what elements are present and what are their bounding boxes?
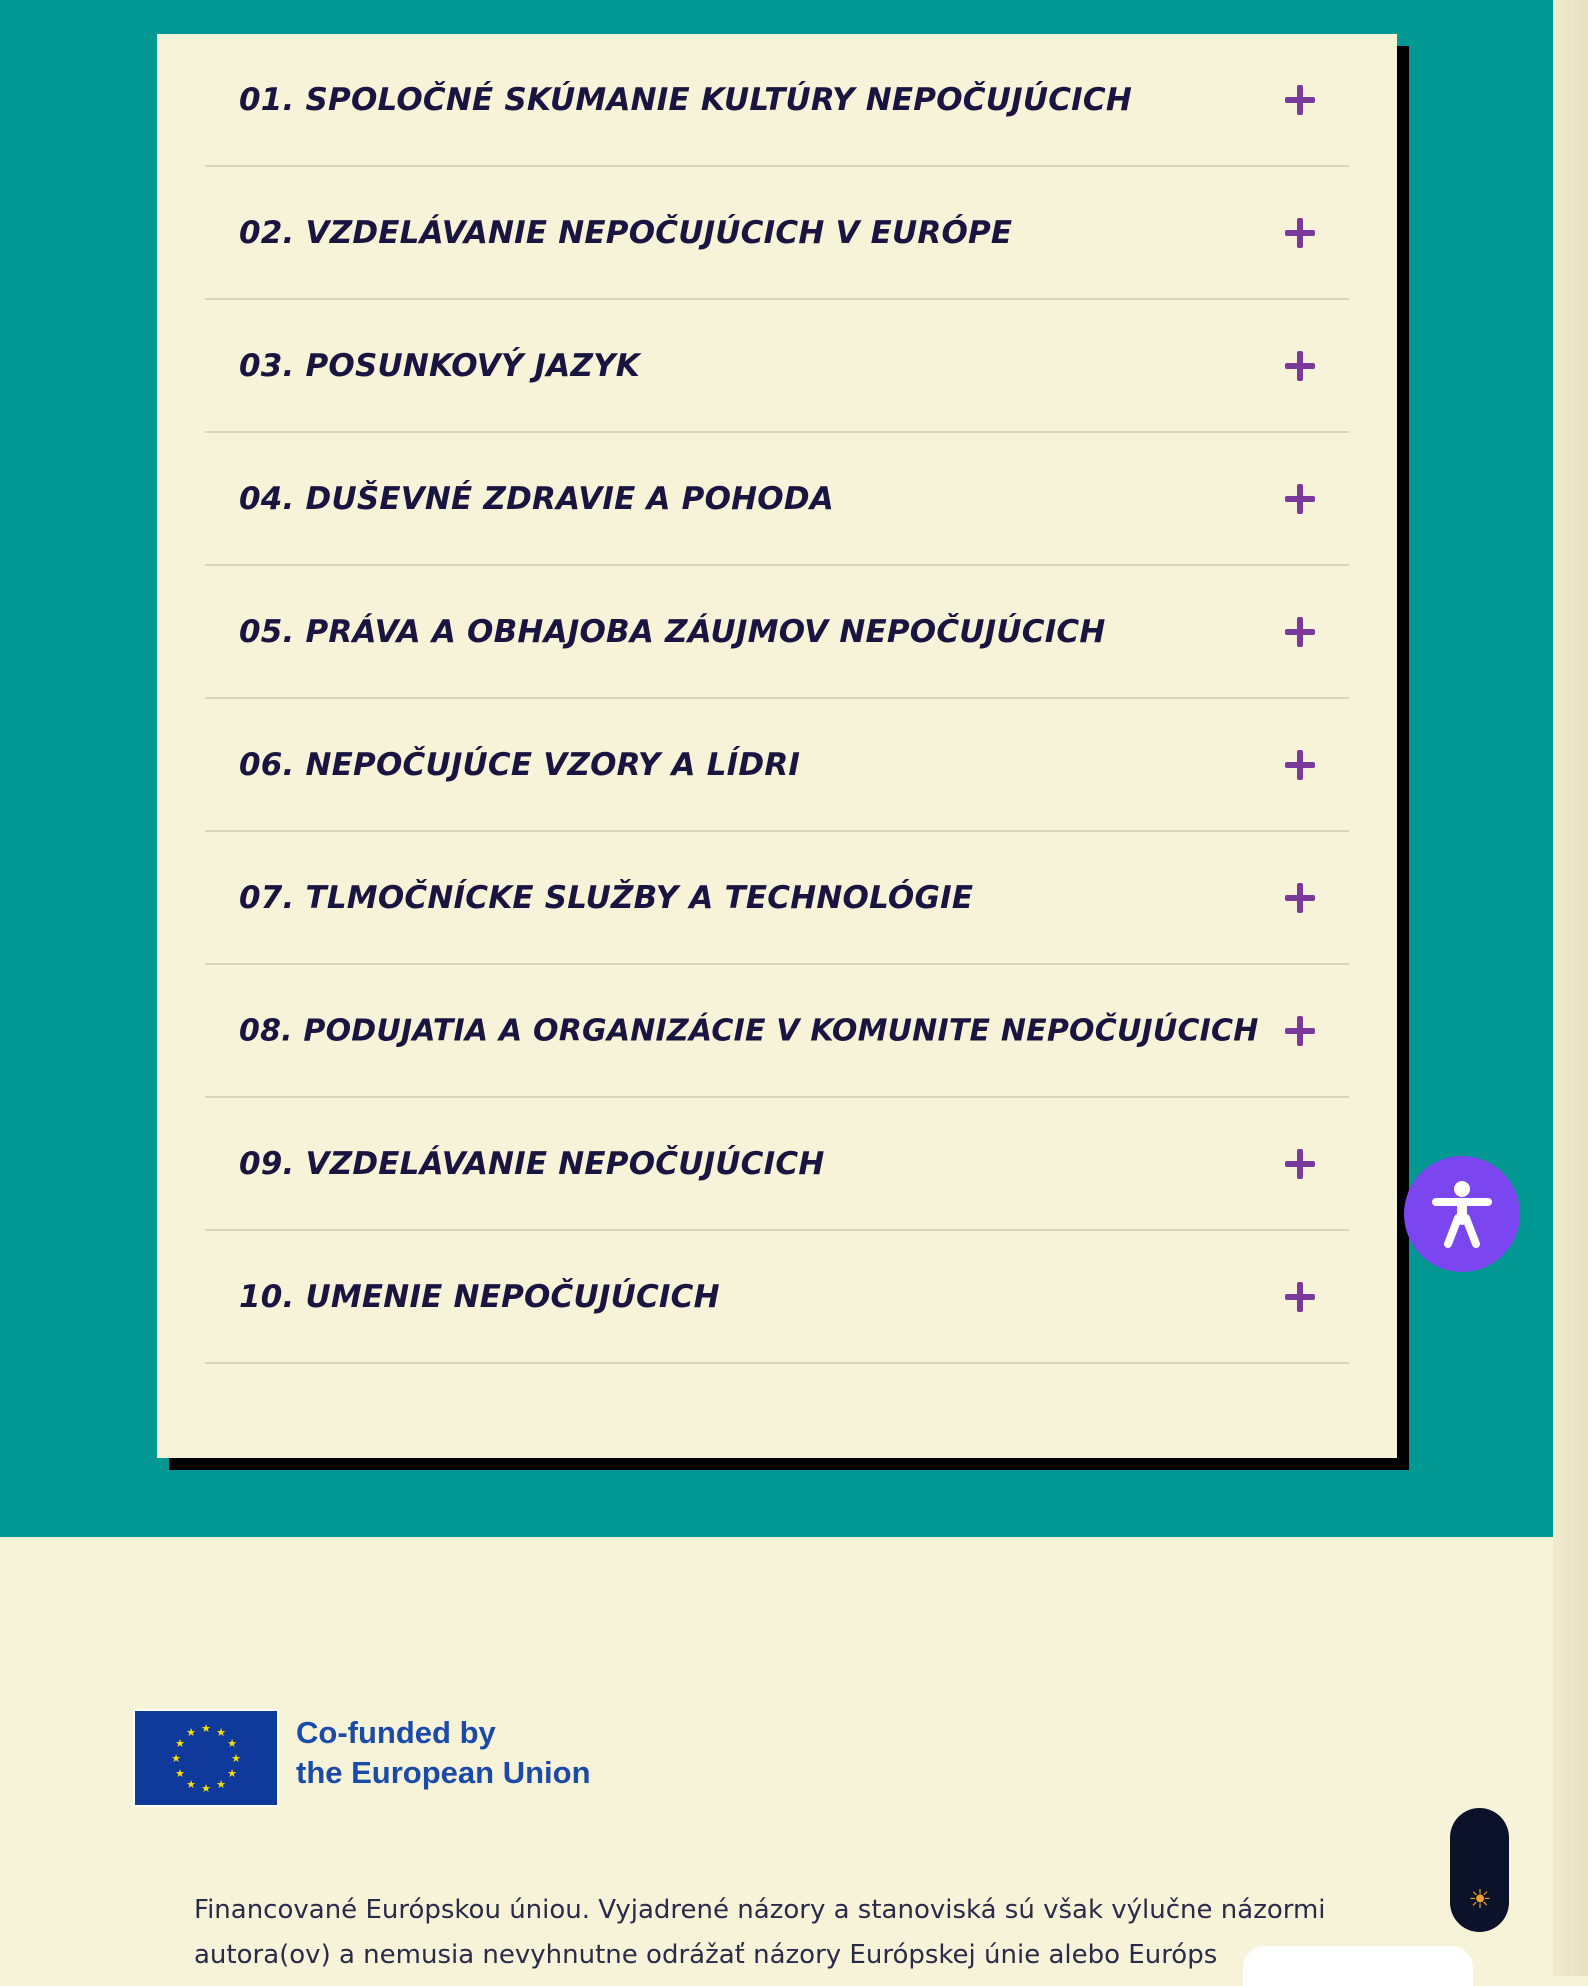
accordion-item-03[interactable] <box>205 300 1349 433</box>
plus-icon[interactable] <box>1285 883 1315 913</box>
svg-text:★: ★ <box>186 1726 196 1739</box>
eu-text-line2: the European Union <box>296 1755 591 1790</box>
accordion-item-07[interactable] <box>205 832 1349 965</box>
svg-text:★: ★ <box>231 1752 241 1765</box>
svg-text:★: ★ <box>175 1737 185 1750</box>
eu-stars-icon <box>135 1711 277 1805</box>
disclaimer-line2: autora(ov) a nemusia nevyhnutne odrážať názory Európskej únie alebo Európs <box>194 1940 1218 1970</box>
plus-icon[interactable] <box>1285 1149 1315 1179</box>
accessibility-button[interactable] <box>1404 1156 1520 1272</box>
plus-icon[interactable] <box>1285 351 1315 381</box>
accordion-item-10[interactable] <box>205 1231 1349 1364</box>
eu-flag-logo <box>133 1709 279 1807</box>
accordion-item-02[interactable] <box>205 167 1349 300</box>
accordion-item-04[interactable] <box>205 433 1349 566</box>
accordion-title: 04. DUŠEVNÉ ZDRAVIE A POHODA <box>239 480 834 517</box>
svg-text:★: ★ <box>201 1782 211 1795</box>
eu-cofunded-text <box>296 1713 591 1793</box>
svg-text:★: ★ <box>227 1767 237 1780</box>
accessibility-icon <box>1432 1180 1492 1248</box>
accordion-item-05[interactable] <box>205 566 1349 699</box>
plus-icon[interactable] <box>1285 85 1315 115</box>
topics-accordion <box>205 34 1349 1364</box>
accordion-title: 06. NEPOČUJÚCE VZORY A LÍDRI <box>239 746 801 783</box>
accordion-item-01[interactable] <box>205 34 1349 167</box>
accordion-title: 05. PRÁVA A OBHAJOBA ZÁUJMOV NEPOČUJÚCICH <box>239 613 1106 650</box>
accordion-title: 01. SPOLOČNÉ SKÚMANIE KULTÚRY NEPOČUJÚCICH <box>239 81 1132 118</box>
sun-icon: ☀ <box>1468 1885 1492 1915</box>
accordion-title: 03. POSUNKOVÝ JAZYK <box>239 347 641 384</box>
plus-icon[interactable] <box>1285 484 1315 514</box>
svg-text:★: ★ <box>186 1778 196 1791</box>
eu-text-line1: Co-funded by <box>296 1715 496 1750</box>
plus-icon[interactable] <box>1285 218 1315 248</box>
accordion-title: 08. PODUJATIA A ORGANIZÁCIE V KOMUNITE NEPOČUJÚCICH <box>239 1013 1259 1048</box>
svg-text:★: ★ <box>216 1778 226 1791</box>
accordion-title: 07. TLMOČNÍCKE SLUŽBY A TECHNOLÓGIE <box>239 879 974 916</box>
accordion-item-06[interactable] <box>205 699 1349 832</box>
accordion-item-08[interactable] <box>205 965 1349 1098</box>
svg-text:★: ★ <box>227 1737 237 1750</box>
accordion-title: 09. VZDELÁVANIE NEPOČUJÚCICH <box>239 1145 825 1182</box>
svg-text:★: ★ <box>175 1767 185 1780</box>
svg-text:★: ★ <box>201 1722 211 1735</box>
disclaimer-line1: Financované Európskou úniou. Vyjadrené názory a stanoviská sú však výlučne názormi <box>194 1895 1326 1925</box>
plus-icon[interactable] <box>1285 617 1315 647</box>
plus-icon[interactable] <box>1285 1282 1315 1312</box>
cookie-panel[interactable] <box>1243 1946 1473 1986</box>
accordion-title: 02. VZDELÁVANIE NEPOČUJÚCICH V EURÓPE <box>239 214 1013 251</box>
funding-disclaimer <box>194 1888 1394 1978</box>
accordion-item-09[interactable] <box>205 1098 1349 1231</box>
accordion-title: 10. UMENIE NEPOČUJÚCICH <box>239 1278 720 1315</box>
topics-card <box>157 34 1397 1458</box>
plus-icon[interactable] <box>1285 1016 1315 1046</box>
page-scroll-edge <box>1553 0 1588 1976</box>
plus-icon[interactable] <box>1285 750 1315 780</box>
svg-text:★: ★ <box>171 1752 181 1765</box>
svg-text:★: ★ <box>216 1726 226 1739</box>
theme-toggle-button[interactable] <box>1450 1808 1509 1932</box>
